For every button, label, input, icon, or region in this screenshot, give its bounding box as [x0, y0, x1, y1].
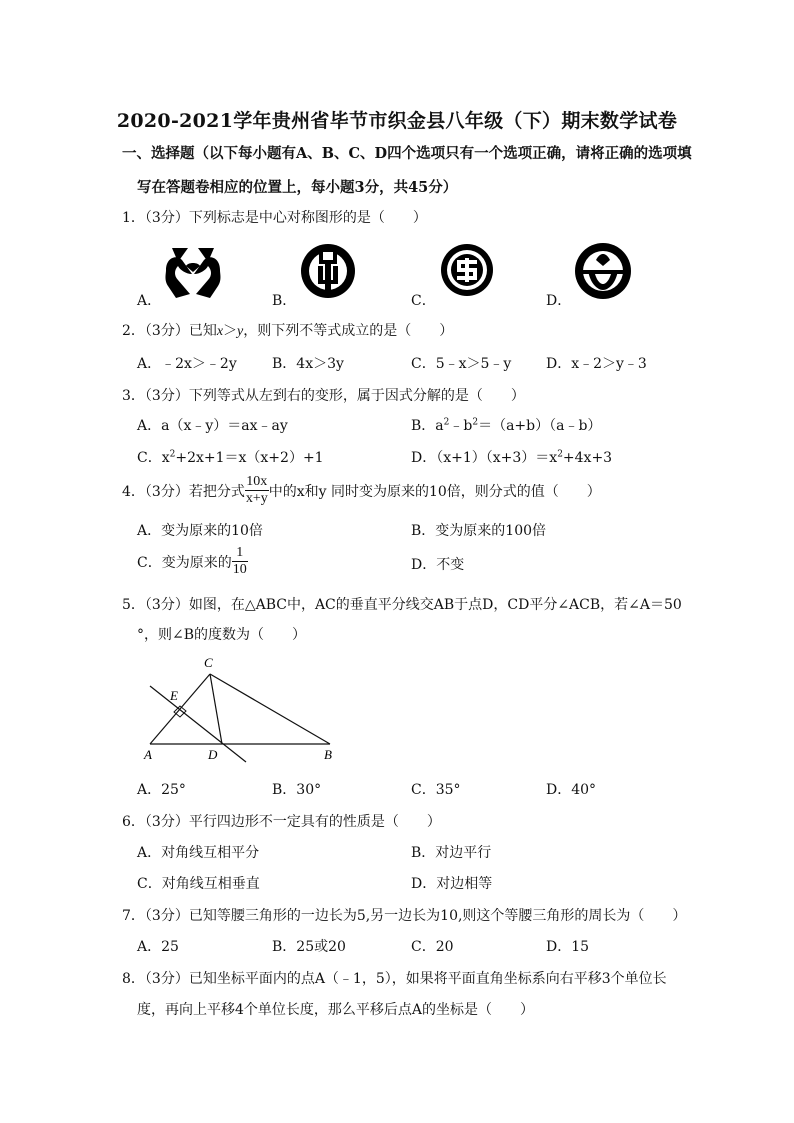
logo-c-icon	[438, 240, 496, 300]
label-c: C	[204, 655, 213, 670]
q1-option-a-label: A．	[137, 293, 162, 309]
q5-option-b: B．30°	[272, 782, 322, 798]
q4-option-c: C．变为原来的 $\frac{1}{10}$	[137, 545, 247, 577]
q5-option-c: C．35°	[411, 782, 461, 798]
q7-option-b: B．25或20	[272, 939, 346, 955]
q7-option-d: D．15	[546, 939, 590, 955]
q2-option-a: A．﹣2x＞﹣2y	[137, 356, 237, 372]
q3-option-c: C．$x^2+2x+1=x(x+2)+1$	[137, 449, 324, 466]
q6-option-c: C．对角线互相垂直	[137, 876, 260, 892]
q6-option-a: A．对角线互相平分	[137, 845, 260, 861]
label-b: B	[324, 747, 332, 762]
q7-option-a: A．25	[137, 939, 179, 955]
q4-fraction: $\frac{10x}{x+y}$	[245, 474, 268, 506]
segment-cb	[210, 674, 330, 744]
question-7-stem: 7．（3分）已知等腰三角形的一边长为5,另一边长为10,则这个等腰三角形的周长为（ ）	[122, 908, 687, 924]
question-2-stem: 2．（3分）已知x＞y，则下列不等式成立的是（ ）	[122, 323, 454, 339]
question-8-line2: 度，再向上平移4个单位长度，那么平移后点A的坐标是（ ）	[137, 1002, 535, 1018]
segment-cd	[210, 674, 222, 744]
q5-option-a: A．25°	[137, 782, 186, 798]
triangle-figure	[140, 652, 350, 767]
page-title: 2020-2021学年贵州省毕节市织金县八年级（下）期末数学试卷	[116, 110, 678, 132]
q4-option-b: B．变为原来的100倍	[411, 523, 547, 539]
logo-a-icon	[162, 240, 224, 302]
q7-option-c: C．20	[411, 939, 454, 955]
question-4-stem: 4．（3分）若把分式 $\frac{10x}{x+y}$ 中的x和y 同时变为原来的10倍，则分式的值（ ）	[122, 474, 601, 506]
perpendicular-bisector	[150, 686, 246, 762]
q3-option-d: D．$(x+1)(x+3)=x^2+4x+3$	[411, 449, 613, 466]
q1-option-d-label: D．	[546, 293, 572, 309]
q3-option-b: B．$a^2﹣b^2=(a+b)(a﹣b)$	[411, 417, 602, 434]
q1-option-c-label: C．	[411, 293, 436, 309]
q4-option-c-fraction: $\frac{1}{10}$	[232, 545, 247, 577]
q5-option-d: D．40°	[546, 782, 597, 798]
q6-option-b: B．对边平行	[411, 845, 492, 861]
q2-option-d: D．x﹣2＞y﹣3	[546, 356, 647, 372]
question-8-line1: 8．（3分）已知坐标平面内的点A（﹣1，5），如果将平面直角坐标系向右平移3个单位长	[122, 971, 667, 987]
logo-b-icon	[298, 240, 358, 302]
q2-option-c: C．5﹣x＞5﹣y	[411, 356, 512, 372]
right-angle-mark	[174, 706, 186, 717]
label-a: A	[144, 747, 152, 762]
q3-option-a: A．a（x﹣y）＝ax﹣ay	[137, 418, 288, 434]
logo-d-icon	[572, 240, 634, 302]
q2-option-b: B．4x＞3y	[272, 356, 344, 372]
q4-option-a: A．变为原来的10倍	[137, 523, 263, 539]
q6-option-d: D．对边相等	[411, 876, 493, 892]
question-3-stem: 3．（3分）下列等式从左到右的变形，属于因式分解的是（ ）	[122, 388, 525, 404]
question-1-stem: 1．（3分）下列标志是中心对称图形的是（ ）	[122, 210, 427, 226]
label-d: D	[208, 747, 218, 762]
label-e: E	[170, 688, 178, 703]
q4-option-d: D．不变	[411, 557, 465, 573]
section-heading-line1: 一、选择题（以下每小题有A、B、C、D四个选项只有一个选项正确，请将正确的选项填	[122, 145, 692, 162]
q1-option-b-label: B．	[272, 293, 297, 309]
question-5-line2: °，则∠B的度数为（ ）	[137, 627, 307, 643]
question-5-line1: 5．（3分）如图，在△ABC中，AC的垂直平分线交AB于点D，CD平分∠ACB，若∠A＝50	[122, 597, 682, 613]
question-6-stem: 6．（3分）平行四边形不一定具有的性质是（ ）	[122, 814, 441, 830]
section-heading-line2: 写在答题卷相应的位置上，每小题3分，共45分）	[137, 179, 458, 196]
